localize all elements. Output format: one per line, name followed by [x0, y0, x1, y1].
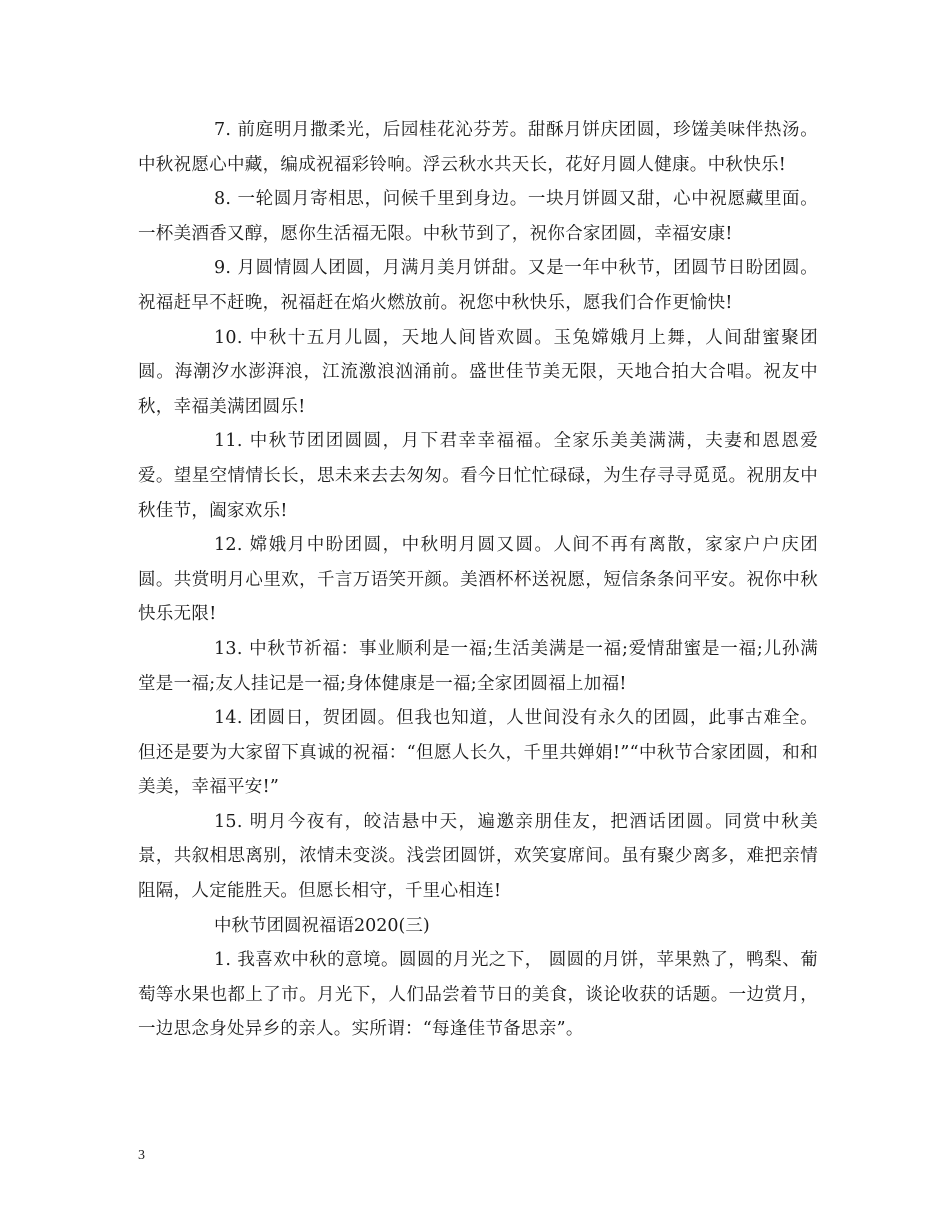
paragraph-10: 10. 中秋十五月儿圆，天地人间皆欢圆。玉兔嫦娥月上舞，人间甜蜜聚团圆。海潮汐水澎湃浪，江流激浪汹涌前。盛世佳节美无限，天地合拍大合唱。祝友中秋，幸福美满团圆乐! — [138, 327, 818, 417]
paragraph-8: 8. 一轮圆月寄相思，问候千里到身边。一块月饼圆又甜，心中祝愿藏里面。一杯美酒香又醇，愿你生活福无限。中秋节到了，祝你合家团圆，幸福安康! — [138, 189, 818, 244]
paragraph-15: 15. 明月今夜有，皎洁悬中天，遍邀亲朋佳友，把酒话团圆。同赏中秋美景，共叙相思离别，浓情未变淡。浅尝团圆饼，欢笑宴席间。虽有聚少离多，难把亲情阻隔，人定能胜天。但愿长相守，千里心相连! — [138, 811, 818, 902]
paragraph-11: 11. 中秋节团团圆圆，月下君幸幸福福。全家乐美美满满，夫妻和恩恩爱爱。望星空情情长长，思未来去去匆匆。看今日忙忙碌碌，为生存寻寻觅觅。祝朋友中秋佳节，阖家欢乐! — [138, 431, 818, 521]
paragraph-7: 7. 前庭明月撒柔光，后园桂花沁芬芳。甜酥月饼庆团圆，珍馐美味伴热汤。中秋祝愿心中藏，编成祝福彩铃响。浮云秋水共天长，花好月圆人健康。中秋快乐! — [138, 120, 818, 175]
page-number: 3 — [138, 1148, 145, 1163]
paragraph-section3-1: 1. 我喜欢中秋的意境。圆圆的月光之下， 圆圆的月饼，苹果熟了，鸭梨、葡萄等水果也都上了市。月光下，人们品尝着节日的美食，谈论收获的话题。一边赏月，一边思念身处异乡的亲人。实所谓：“每逢佳节备思亲”。 — [138, 950, 818, 1040]
paragraph-13: 13. 中秋节祈福：事业顺利是一福;生活美满是一福;爱情甜蜜是一福;儿孙满堂是一福;友人挂记是一福;身体健康是一福;全家团圆福上加福! — [138, 638, 818, 694]
paragraph-9: 9. 月圆情圆人团圆，月满月美月饼甜。又是一年中秋节，团圆节日盼团圆。祝福赶早不赶晚，祝福赶在焰火燃放前。祝您中秋快乐，愿我们合作更愉快! — [138, 258, 818, 313]
paragraph-12: 12. 嫦娥月中盼团圆，中秋明月圆又圆。人间不再有离散，家家户户庆团圆。共赏明月心里欢，千言万语笑开颜。美酒杯杯送祝愿，短信条条问平安。祝你中秋快乐无限! — [138, 535, 818, 625]
paragraph-14: 14. 团圆日，贺团圆。但我也知道，人世间没有永久的团圆，此事古难全。但还是要为大家留下真诚的祝福：“但愿人长久，千里共婵娟!”“中秋节合家团圆，和和美美，幸福平安!” — [138, 708, 818, 798]
section-heading: 中秋节团圆祝福语2020(三) — [214, 915, 430, 936]
document-body — [138, 113, 818, 1047]
